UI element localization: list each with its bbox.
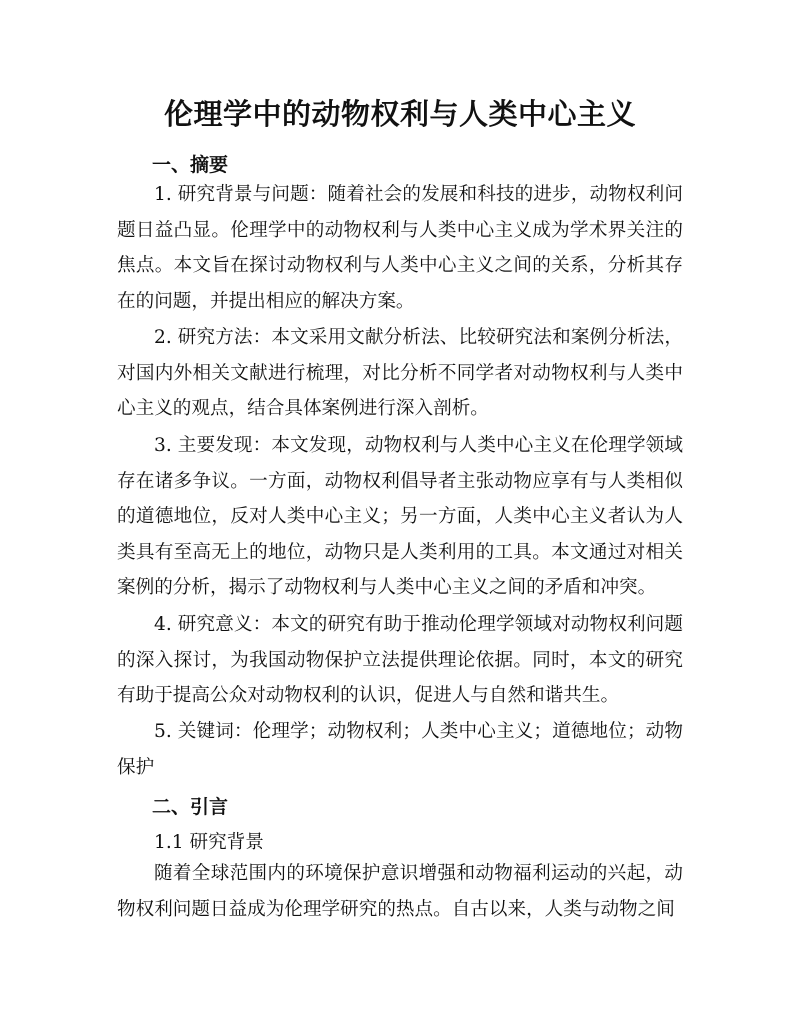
abstract-paragraph-1: 1. 研究背景与问题：随着社会的发展和科技的进步，动物权利问题日益凸显。伦理学中的动物权利与人类中心主义成为学术界关注的焦点。本文旨在探讨动物权利与人类中心主义之间的关系，分析其存在的问题，并提出相应的解决方案。 <box>117 184 683 312</box>
section-heading-abstract: 一、摘要 <box>152 154 229 176</box>
subsection-heading-background: 1.1 研究背景 <box>154 832 264 853</box>
section-heading-introduction: 二、引言 <box>152 796 229 818</box>
abstract-paragraph-2: 2. 研究方法：本文采用文献分析法、比较研究法和案例分析法，对国内外相关文献进行梳理，对比分析不同学者对动物权利与人类中心主义的观点，结合具体案例进行深入剖析。 <box>117 327 683 420</box>
abstract-paragraph-3: 3. 主要发现：本文发现，动物权利与人类中心主义在伦理学领域存在诸多争议。一方面，动物权利倡导者主张动物应享有与人类相似的道德地位，反对人类中心主义；另一方面，人类中心主义者认为人类具有至高无上的地位，动物只是人类利用的工具。本文通过对相关案例的分析，揭示了动物权利与人类中心主义之间的矛盾和冲突。 <box>117 435 683 599</box>
abstract-paragraph-4: 4. 研究意义：本文的研究有助于推动伦理学领域对动物权利问题的深入探讨，为我国动物保护立法提供理论依据。同时，本文的研究有助于提高公众对动物权利的认识，促进人与自然和谐共生。 <box>117 614 683 707</box>
introduction-paragraph: 随着全球范围内的环境保护意识增强和动物福利运动的兴起，动物权利问题日益成为伦理学研究的热点。自古以来，人类与动物之间 <box>117 863 683 920</box>
document-title: 伦理学中的动物权利与人类中心主义 <box>163 97 636 131</box>
keywords-paragraph: 5. 关键词：伦理学；动物权利；人类中心主义；道德地位；动物保护 <box>117 721 683 778</box>
